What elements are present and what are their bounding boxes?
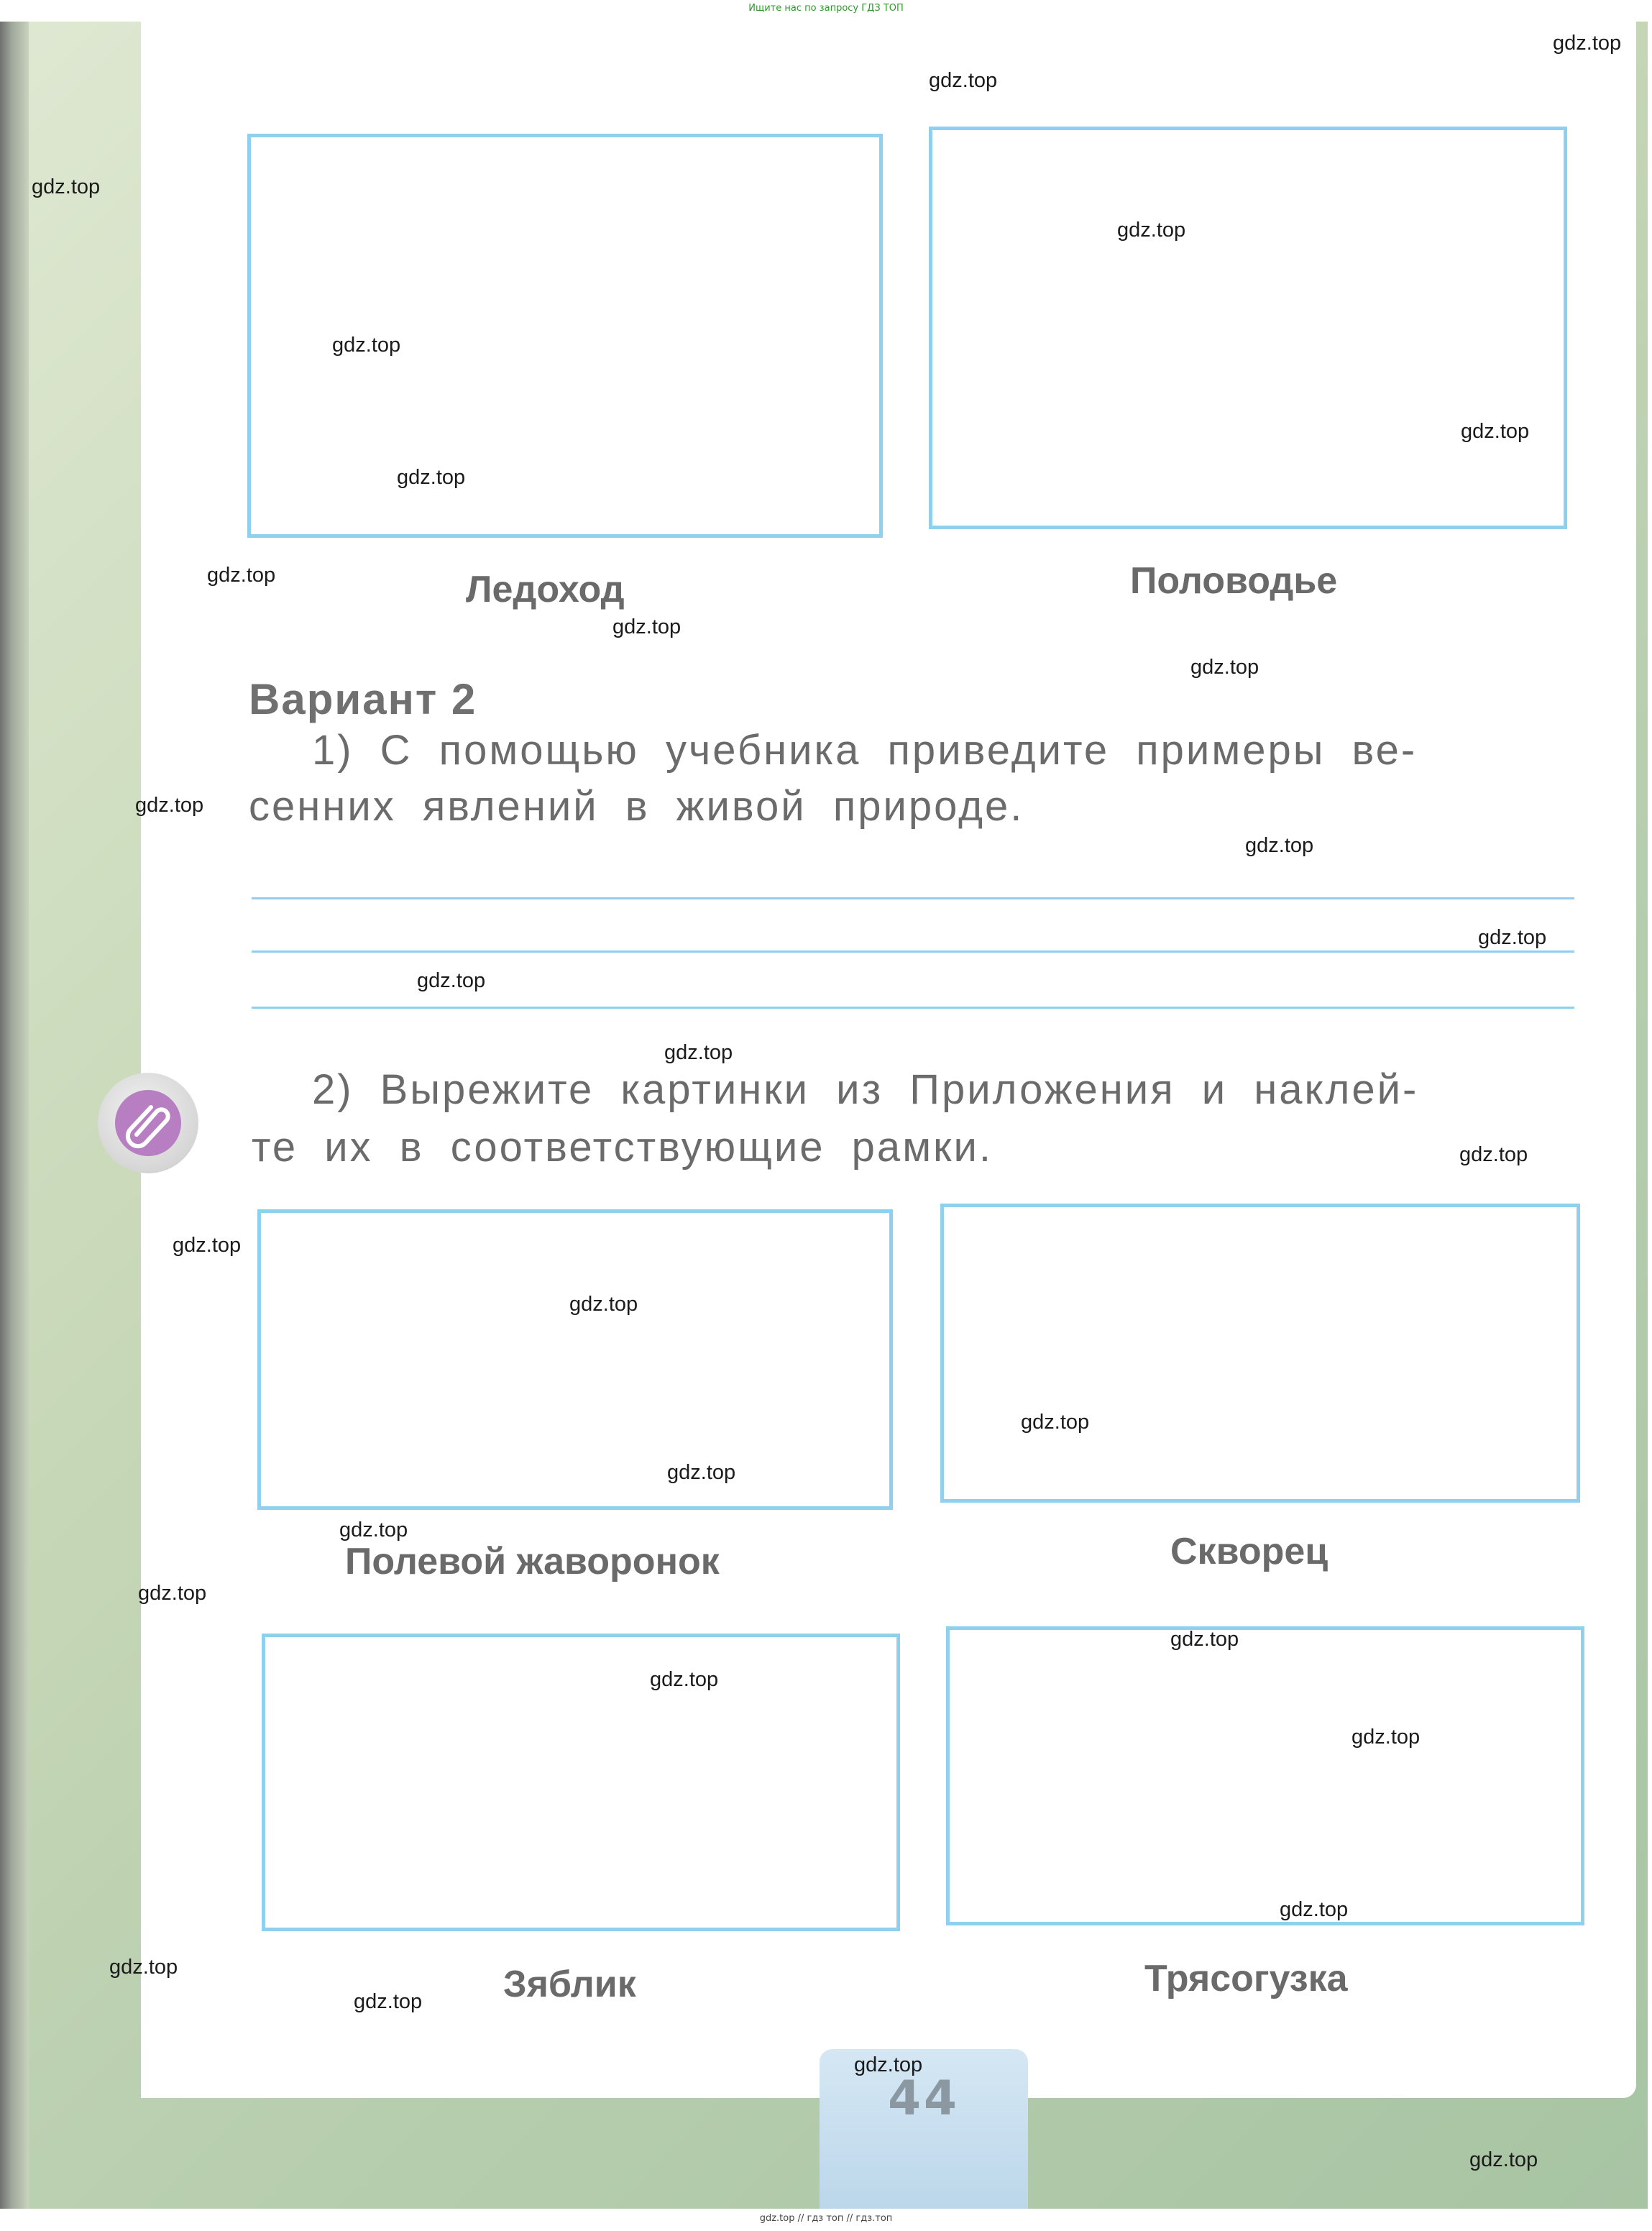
watermark: gdz.top — [1352, 1726, 1421, 1749]
task2-line1: 2) Вырежите картинки из Приложения и наклей- — [312, 1066, 1419, 1113]
watermark: gdz.top — [929, 69, 998, 92]
watermark: gdz.top — [667, 1461, 736, 1484]
watermark: gdz.top — [339, 1518, 408, 1541]
frame-zyablik — [262, 1634, 900, 1931]
watermark: gdz.top — [664, 1041, 733, 1064]
watermark: gdz.top — [1461, 420, 1530, 443]
watermark: gdz.top — [354, 1990, 423, 2013]
answer-line-3[interactable] — [252, 1007, 1574, 1009]
paperclip-icon — [115, 1090, 181, 1156]
header-note: Ищите нас по запросу ГДЗ ТОП — [748, 3, 904, 14]
task1-line1: 1) С помощью учебника приведите примеры ве- — [312, 727, 1418, 774]
book-spine-edge — [0, 22, 29, 2209]
watermark: gdz.top — [1553, 32, 1622, 55]
watermark: gdz.top — [135, 794, 204, 817]
caption-skvorets: Скворец — [1170, 1531, 1329, 1572]
caption-polevoy-zhavoronok: Полевой жаворонок — [345, 1541, 720, 1582]
frame-skvorets — [940, 1204, 1580, 1503]
watermark: gdz.top — [1021, 1411, 1090, 1434]
watermark: gdz.top — [1469, 2148, 1538, 2171]
task1-line2: сенних явлений в живой природе. — [249, 783, 1024, 830]
task2-line2: те их в соответствующие рамки. — [252, 1124, 993, 1171]
watermark: gdz.top — [207, 564, 276, 587]
page-number: 44 — [888, 2071, 960, 2126]
footer-note: gdz.top // гдз топ // гдз.топ — [759, 2213, 893, 2224]
watermark: gdz.top — [1280, 1898, 1349, 1921]
caption-polovodye: Половодье — [1130, 560, 1338, 602]
caption-trjasoguzka: Трясогузка — [1144, 1958, 1348, 1999]
variant-title: Вариант 2 — [249, 675, 477, 723]
watermark: gdz.top — [397, 466, 466, 489]
watermark: gdz.top — [569, 1293, 638, 1316]
watermark: gdz.top — [32, 175, 101, 198]
watermark: gdz.top — [650, 1668, 719, 1691]
caption-zyablik: Зяблик — [503, 1964, 636, 2005]
watermark: gdz.top — [1478, 926, 1547, 949]
watermark: gdz.top — [612, 615, 682, 638]
frame-trjasoguzka — [946, 1626, 1584, 1925]
watermark: gdz.top — [1190, 656, 1259, 679]
watermark: gdz.top — [173, 1234, 242, 1257]
watermark: gdz.top — [417, 969, 486, 992]
answer-line-2[interactable] — [252, 950, 1574, 953]
caption-ledokhod: Ледоход — [466, 569, 625, 610]
watermark: gdz.top — [138, 1582, 207, 1605]
watermark: gdz.top — [332, 334, 401, 357]
watermark: gdz.top — [854, 2053, 923, 2076]
watermark: gdz.top — [1245, 834, 1314, 857]
watermark: gdz.top — [1117, 219, 1186, 242]
watermark: gdz.top — [1170, 1628, 1239, 1651]
watermark: gdz.top — [1459, 1143, 1528, 1166]
frame-polovodye — [929, 127, 1567, 529]
answer-line-1[interactable] — [252, 897, 1574, 899]
watermark: gdz.top — [109, 1956, 178, 1979]
frame-polevoy-zhavoronok — [257, 1209, 893, 1510]
